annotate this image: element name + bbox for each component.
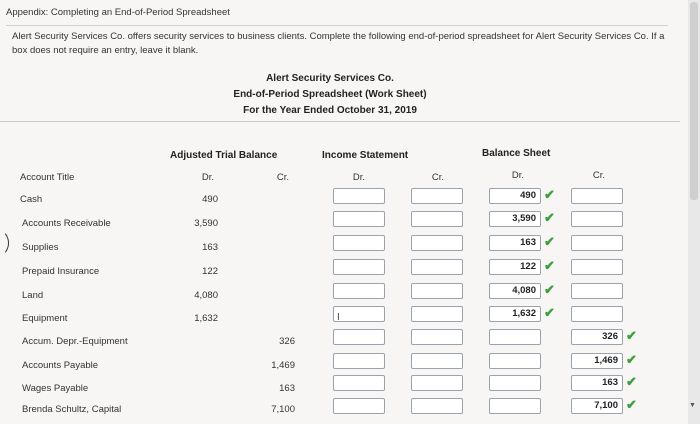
balance-dr-input[interactable]: 1,632 xyxy=(489,306,541,322)
income-dr-input[interactable] xyxy=(333,375,385,391)
column-atb-cr: Cr. xyxy=(276,172,290,183)
income-dr-input[interactable] xyxy=(333,353,385,369)
income-cr-input[interactable] xyxy=(411,211,463,227)
column-bs-cr: Cr. xyxy=(592,170,606,181)
section-balance-sheet: Balance Sheet xyxy=(482,148,551,159)
balance-cr-input[interactable] xyxy=(571,306,623,322)
balance-dr-input[interactable]: 3,590 xyxy=(489,211,541,227)
atb-dr-value: 4,080 xyxy=(194,290,218,301)
scroll-down-arrow-icon[interactable]: ▼ xyxy=(689,402,696,409)
account-label: Prepaid Insurance xyxy=(22,266,100,277)
income-cr-input[interactable] xyxy=(411,353,463,369)
sheet-period: For the Year Ended October 31, 2019 xyxy=(243,105,417,116)
check-icon: ✔ xyxy=(544,210,555,225)
account-label: Cash xyxy=(20,194,43,205)
column-account-title: Account Title xyxy=(20,172,75,183)
income-cr-input[interactable] xyxy=(411,306,463,322)
text-cursor-icon: I xyxy=(337,312,340,323)
income-dr-input[interactable] xyxy=(333,329,385,345)
income-dr-input[interactable] xyxy=(333,398,385,414)
income-cr-input[interactable] xyxy=(411,188,463,204)
balance-cr-input[interactable]: 1,469 xyxy=(571,353,623,369)
company-name: Alert Security Services Co. xyxy=(266,73,394,84)
income-cr-input[interactable] xyxy=(411,259,463,275)
check-icon: ✔ xyxy=(626,328,637,343)
column-bs-dr: Dr. xyxy=(511,170,525,181)
balance-cr-input[interactable] xyxy=(571,188,623,204)
check-icon: ✔ xyxy=(544,187,555,202)
check-icon: ✔ xyxy=(544,305,555,320)
section-income-statement: Income Statement xyxy=(322,150,409,161)
income-dr-input[interactable] xyxy=(333,259,385,275)
sheet-title: End-of-Period Spreadsheet (Work Sheet) xyxy=(233,89,427,100)
balance-cr-input[interactable] xyxy=(571,259,623,275)
atb-dr-value: 122 xyxy=(202,266,218,277)
check-icon: ✔ xyxy=(544,234,555,249)
account-label: Accounts Receivable xyxy=(22,218,111,229)
income-cr-input[interactable] xyxy=(411,283,463,299)
check-icon: ✔ xyxy=(544,258,555,273)
title-divider xyxy=(0,121,680,122)
income-cr-input[interactable] xyxy=(411,375,463,391)
account-label: Land xyxy=(22,290,44,301)
appendix-title: Appendix: Completing an End-of-Period Spreadsheet xyxy=(6,7,230,18)
income-dr-input[interactable] xyxy=(333,211,385,227)
column-is-cr: Cr. xyxy=(431,172,445,183)
scrollbar-thumb[interactable] xyxy=(690,2,698,200)
income-cr-input[interactable] xyxy=(411,329,463,345)
atb-dr-value: 490 xyxy=(202,194,218,205)
atb-cr-value: 326 xyxy=(279,336,295,347)
balance-cr-input[interactable] xyxy=(571,211,623,227)
check-icon: ✔ xyxy=(626,374,637,389)
balance-dr-input[interactable] xyxy=(489,398,541,414)
balance-dr-input[interactable] xyxy=(489,353,541,369)
account-label: Wages Payable xyxy=(22,383,89,394)
balance-dr-input[interactable]: 490 xyxy=(489,188,541,204)
balance-cr-input[interactable]: 7,100 xyxy=(571,398,623,414)
column-is-dr: Dr. xyxy=(352,172,366,183)
vertical-scrollbar[interactable] xyxy=(688,0,700,424)
atb-dr-value: 163 xyxy=(202,242,218,253)
balance-dr-input[interactable] xyxy=(489,375,541,391)
column-atb-dr: Dr. xyxy=(201,172,215,183)
income-dr-input[interactable] xyxy=(333,283,385,299)
balance-cr-input[interactable]: 163 xyxy=(571,375,623,391)
account-label: Accounts Payable xyxy=(22,360,99,371)
atb-cr-value: 7,100 xyxy=(271,404,295,415)
balance-dr-input[interactable] xyxy=(489,329,541,345)
balance-dr-input[interactable]: 4,080 xyxy=(489,283,541,299)
atb-cr-value: 1,469 xyxy=(271,360,295,371)
instructions-text: Alert Security Services Co. offers security services to business clients. Complete the following end-of-period spreadsheet for Alert Security Services Co. If a box does not require an entry, leave it blank. xyxy=(12,31,665,56)
row-indicator-icon xyxy=(0,230,9,256)
check-icon: ✔ xyxy=(626,397,637,412)
balance-dr-input[interactable]: 122 xyxy=(489,259,541,275)
atb-dr-value: 1,632 xyxy=(194,313,218,324)
balance-cr-input[interactable] xyxy=(571,235,623,251)
account-label: Equipment xyxy=(22,313,68,324)
balance-cr-input[interactable] xyxy=(571,283,623,299)
income-dr-input[interactable] xyxy=(333,306,385,322)
income-dr-input[interactable] xyxy=(333,188,385,204)
account-label: Supplies xyxy=(22,242,59,253)
check-icon: ✔ xyxy=(544,282,555,297)
account-label: Accum. Depr.-Equipment xyxy=(22,336,128,347)
section-adjusted-trial-balance: Adjusted Trial Balance xyxy=(170,150,278,161)
balance-cr-input[interactable]: 326 xyxy=(571,329,623,345)
check-icon: ✔ xyxy=(626,352,637,367)
balance-dr-input[interactable]: 163 xyxy=(489,235,541,251)
atb-cr-value: 163 xyxy=(279,383,295,394)
account-label: Brenda Schultz, Capital xyxy=(22,404,122,415)
header-divider xyxy=(6,25,668,26)
atb-dr-value: 3,590 xyxy=(194,218,218,229)
income-cr-input[interactable] xyxy=(411,235,463,251)
income-dr-input[interactable] xyxy=(333,235,385,251)
income-cr-input[interactable] xyxy=(411,398,463,414)
